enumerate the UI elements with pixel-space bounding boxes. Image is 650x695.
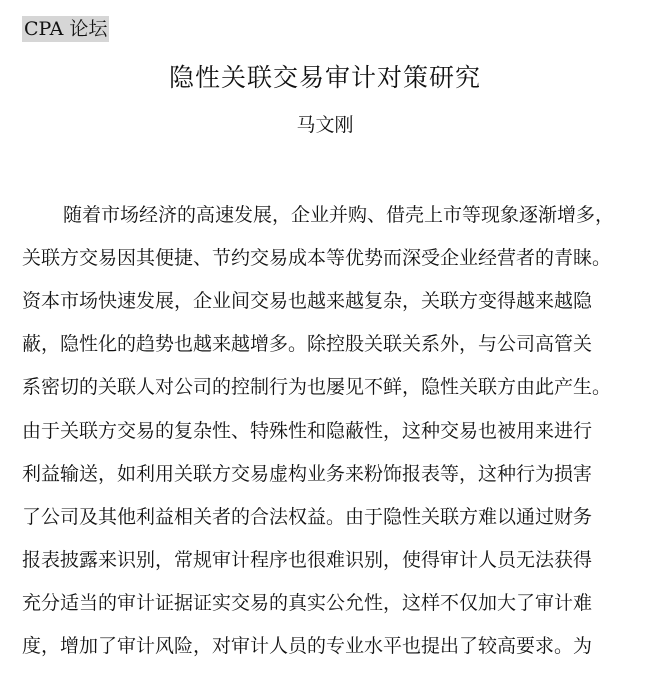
article-author: 马文刚	[296, 114, 354, 136]
body-line: 充分适当的审计证据证实交易的真实公允性，这样不仅加大了审计难	[22, 592, 593, 614]
body-line: 蔽，隐性化的趋势也越来越增多。除控股关联关系外，与公司高管关	[22, 333, 593, 355]
body-line: 报表披露来识别，常规审计程序也很难识别，使得审计人员无法获得	[22, 549, 593, 571]
article-title: 隐性关联交易审计对策研究	[168, 63, 481, 92]
body-line: 由于关联方交易的复杂性、特殊性和隐蔽性，这种交易也被用来进行	[22, 420, 593, 442]
body-line: 度，增加了审计风险，对审计人员的专业水平也提出了较高要求。为	[22, 635, 593, 657]
body-line: 了公司及其他利益相关者的合法权益。由于隐性关联方难以通过财务	[22, 506, 593, 528]
body-line: 关联方交易因其便捷、节约交易成本等优势而深受企业经营者的青睐。	[22, 247, 612, 269]
body-line: 随着市场经济的高速发展，企业并购、借壳上市等现象逐渐增多，	[63, 204, 615, 226]
body-line: 利益输送，如利用关联方交易虚构业务来粉饰报表等，这种行为损害	[22, 463, 593, 485]
source-tag: CPA 论坛	[24, 18, 108, 40]
body-line: 系密切的关联人对公司的控制行为也屡见不鲜，隐性关联方由此产生。	[22, 376, 612, 398]
body-line: 资本市场快速发展，企业间交易也越来越复杂，关联方变得越来越隐	[22, 290, 593, 312]
